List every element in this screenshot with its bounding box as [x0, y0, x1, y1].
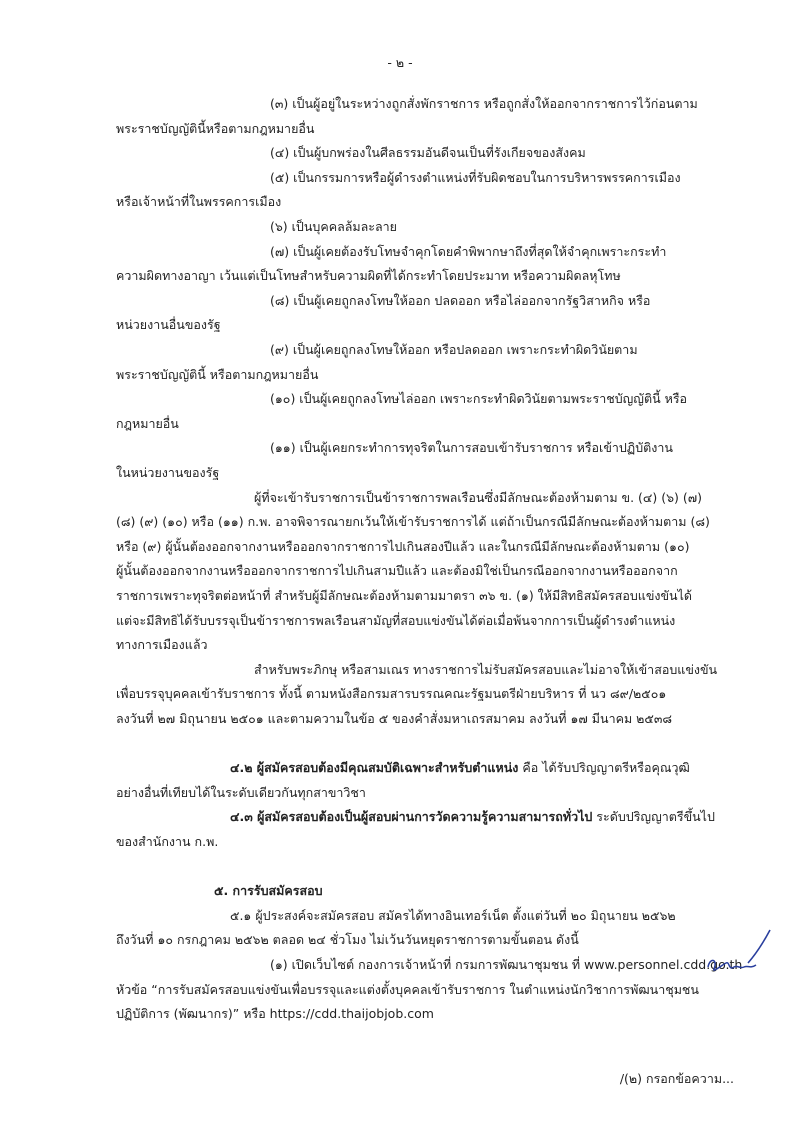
text-line: อย่างอื่นที่เทียบได้ในระดับเดียวกันทุกสาขาวิชา	[116, 785, 366, 800]
text-line: หรือเจ้าหน้าที่ในพรรคการเมือง	[116, 194, 282, 209]
text-line: (๘) (๙) (๑๐) หรือ (๑๑) ก.พ. อาจพิจารณายกเว้นให้เข้ารับราชการได้ แต่ถ้าเป็นกรณีมีลักษณะต้องห้ามตาม (๘)	[116, 514, 710, 529]
signature-mark	[700, 925, 780, 980]
text-line: หรือ (๙) ผู้นั้นต้องออกจากงานหรือออกจากราชการไปเกินสองปีแล้ว และในกรณีมีลักษณะต้องห้ามตาม (๑๐)	[116, 539, 690, 554]
text-line: พระราชบัญญัตินี้หรือตามกฎหมายอื่น	[116, 121, 315, 136]
text-line: ในหน่วยงานของรัฐ	[116, 465, 220, 480]
text-line: ลงวันที่ ๒๗ มิถุนายน ๒๕๐๑ และตามความในข้อ ๕ ของคำสั่งมหาเถรสมาคม ลงวันที่ ๑๗ มีนาคม ๒๕๓๘	[116, 711, 673, 726]
text-line: (๑๐) เป็นผู้เคยถูกลงโทษไล่ออก เพราะกระทำผิดวินัยตามพระราชบัญญัตินี้ หรือ	[270, 391, 688, 406]
text-line: ทางการเมืองแล้ว	[116, 637, 208, 652]
text-line: ๕. การรับสมัครสอบ	[214, 883, 323, 898]
bold-run: ๔.๓ ผู้สมัครสอบต้องเป็นผู้สอบผ่านการวัดความรู้ความสามารถทั่วไป	[230, 809, 593, 824]
continuation-footer: /(๒) กรอกข้อความ...	[619, 1071, 734, 1086]
text-line: (๘) เป็นผู้เคยถูกลงโทษให้ออก ปลดออก หรือไล่ออกจากรัฐวิสาหกิจ หรือ	[270, 293, 651, 308]
text-line: ความผิดทางอาญา เว้นแต่เป็นโทษสำหรับความผิดที่ได้กระทำโดยประมาท หรือความผิดลหุโทษ	[116, 268, 621, 283]
text-line: ๕.๑ ผู้ประสงค์จะสมัครสอบ สมัครได้ทางอินเทอร์เน็ต ตั้งแต่วันที่ ๒๐ มิถุนายน ๒๕๖๒	[230, 908, 676, 923]
text-line: แต่จะมีสิทธิได้รับบรรจุเป็นข้าราชการพลเรือนสามัญที่สอบแข่งขันได้ต่อเมื่อพ้นจากการเป็นผู้ดำรงตำแหน่ง	[116, 613, 676, 628]
text-line	[230, 809, 715, 825]
text-line: (๖) เป็นบุคคลล้มละลาย	[270, 219, 398, 234]
text-line: กฎหมายอื่น	[116, 416, 179, 431]
text-line: (๓) เป็นผู้อยู่ในระหว่างถูกสั่งพักราชการ หรือถูกสั่งให้ออกจากราชการไว้ก่อนตาม	[270, 96, 698, 111]
text-line: พระราชบัญญัตินี้ หรือตามกฎหมายอื่น	[116, 367, 319, 382]
bold-run: ๔.๒ ผู้สมัครสอบต้องมีคุณสมบัติเฉพาะสำหรับตำแหน่ง	[230, 760, 519, 775]
text-line: (๗) เป็นผู้เคยต้องรับโทษจำคุกโดยคำพิพากษาถึงที่สุดให้จำคุกเพราะกระทำ	[270, 244, 667, 259]
text-line: ของสำนักงาน ก.พ.	[116, 834, 219, 849]
text-line: (๙) เป็นผู้เคยถูกลงโทษให้ออก หรือปลดออก เพราะกระทำผิดวินัยตาม	[270, 342, 638, 357]
page-number: - ๒ -	[387, 55, 413, 70]
text-line: ผู้ที่จะเข้ารับราชการเป็นข้าราชการพลเรือนซึ่งมีลักษณะต้องห้ามตาม ข. (๔) (๖) (๗)	[254, 490, 703, 505]
text-line: (๑๑) เป็นผู้เคยกระทำการทุจริตในการสอบเข้ารับราชการ หรือเข้าปฏิบัติงาน	[270, 440, 673, 455]
text-line: ราชการเพราะทุจริตต่อหน้าที่ สำหรับผู้มีลักษณะต้องห้ามตามมาตรา ๓๖ ข. (๑) ให้มีสิทธิสมัครสอบแข่งขันได้	[116, 588, 692, 603]
regular-run: ระดับปริญญาตรีขึ้นไป	[592, 809, 715, 824]
text-line: ปฏิบัติการ (พัฒนากร)” หรือ https://cdd.thaijobjob.com	[116, 1006, 434, 1021]
text-line: หัวข้อ “การรับสมัครสอบแข่งขันเพื่อบรรจุและแต่งตั้งบุคคลเข้ารับราชการ ในตำแหน่งนักวิชาการพัฒนาชุมชน	[116, 982, 699, 997]
text-line: สำหรับพระภิกษุ หรือสามเณร ทางราชการไม่รับสมัครสอบและไม่อาจให้เข้าสอบแข่งขัน	[254, 662, 718, 677]
text-line: ผู้นั้นต้องออกจากงานหรือออกจากราชการไปเกินสามปีแล้ว และต้องมิใช่เป็นกรณีออกจากงานหรือออกจาก	[116, 563, 678, 578]
text-line: หน่วยงานอื่นของรัฐ	[116, 317, 221, 332]
text-line: (๕) เป็นกรรมการหรือผู้ดำรงตำแหน่งที่รับผิดชอบในการบริหารพรรคการเมือง	[270, 170, 681, 185]
text-line: ถึงวันที่ ๑๐ กรกฎาคม ๒๕๖๒ ตลอด ๒๔ ชั่วโมง ไม่เว้นวันหยุดราชการตามขั้นตอน ดังนี้	[116, 932, 579, 947]
text-line: เพื่อบรรจุบุคคลเข้ารับราชการ ทั้งนี้ ตามหนังสือกรมสารบรรณคณะรัฐมนตรีฝ่ายบริหาร ที่ นว ๘๙/๒๕๐๑	[116, 686, 667, 701]
text-line: (๑) เปิดเว็บไซต์ กองการเจ้าหน้าที่ กรมการพัฒนาชุมชน ที่ www.personnel.cdd.go.th	[270, 957, 743, 972]
regular-run: คือ ได้รับปริญญาตรีหรือคุณวุฒิ	[518, 760, 690, 775]
text-line	[230, 760, 690, 776]
text-line: (๔) เป็นผู้บกพร่องในศีลธรรมอันดีจนเป็นที่รังเกียจของสังคม	[270, 145, 586, 160]
